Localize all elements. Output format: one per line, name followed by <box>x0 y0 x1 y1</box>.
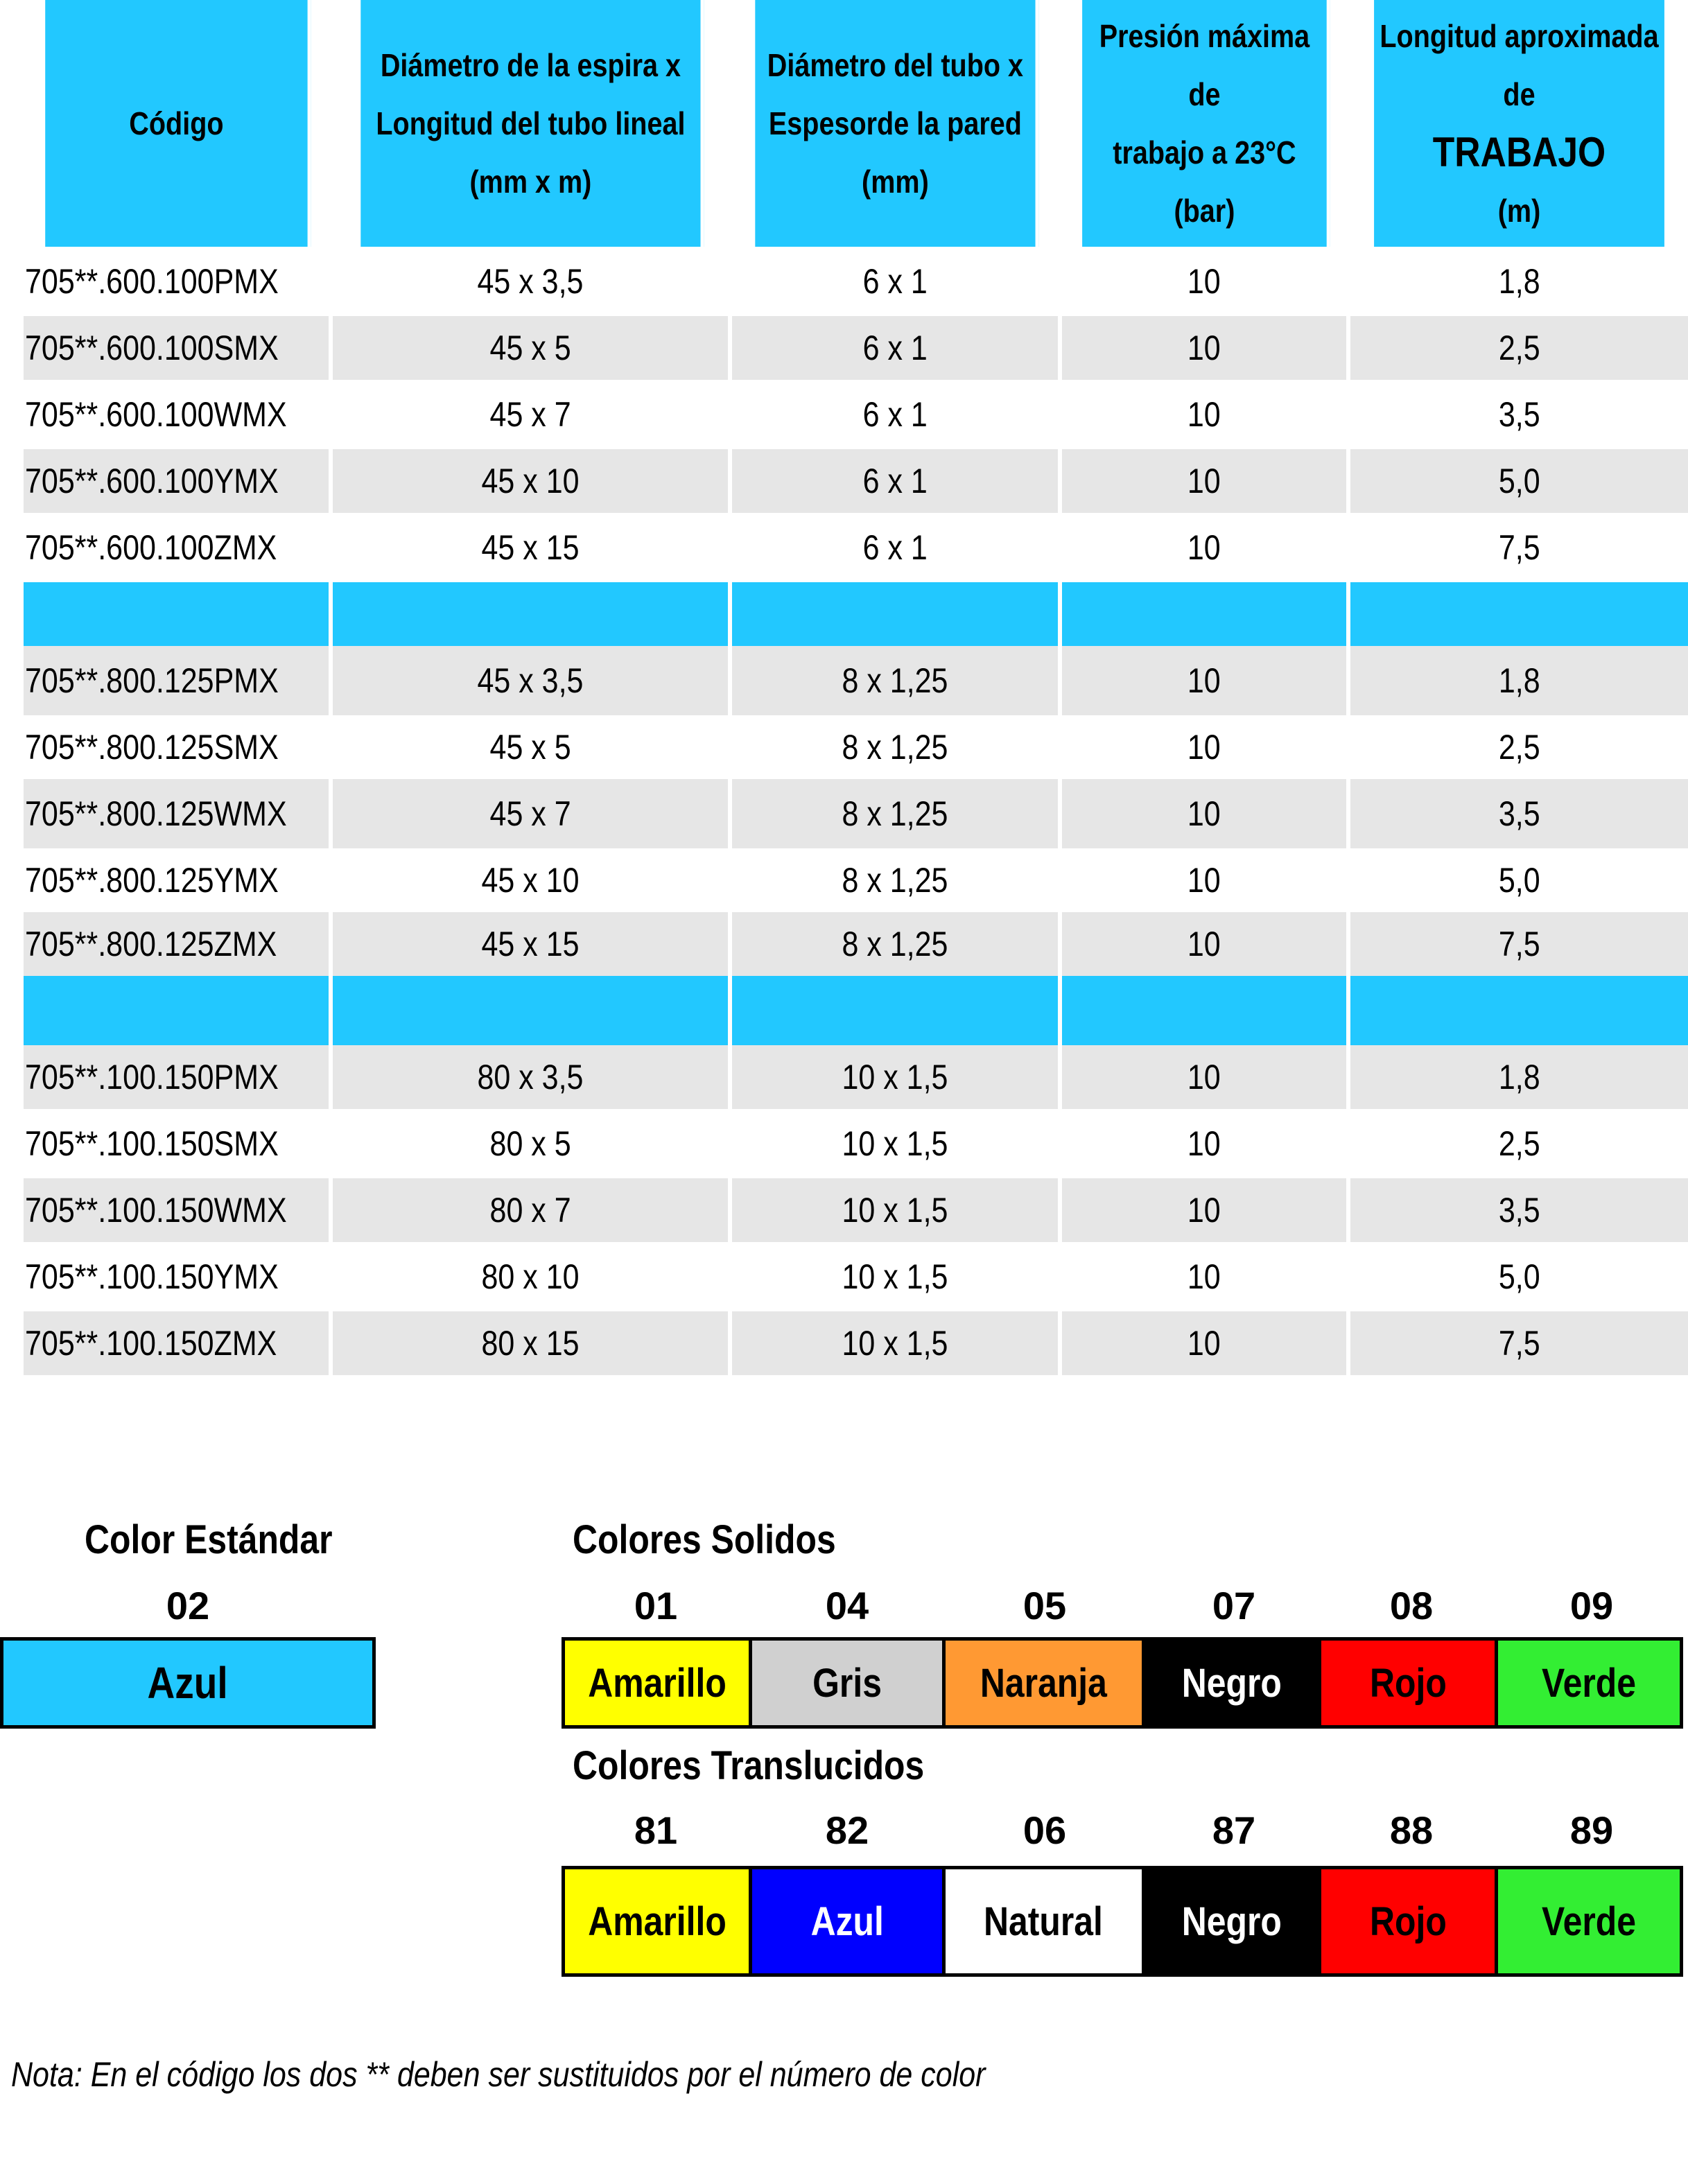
table-body <box>24 247 1688 1375</box>
table-row <box>24 380 1688 449</box>
cell-longitud <box>1350 1109 1688 1178</box>
translucent-color-swatch <box>565 1869 752 1973</box>
header-diametro-espira <box>360 0 704 247</box>
table-row <box>24 715 1688 779</box>
cell-text: 8 x 1,25 <box>842 861 948 900</box>
solid-color-label: Negro <box>1181 1660 1282 1706</box>
spec-table <box>24 0 1688 1375</box>
cell-text: 5,0 <box>1498 462 1540 500</box>
cell-text: 8 x 1,25 <box>842 925 948 963</box>
translucent-color-code: 87 <box>1212 1808 1256 1852</box>
translucent-color-swatch <box>1498 1869 1680 1973</box>
cell-text: 45 x 3,5 <box>477 262 584 301</box>
cell-diametro-tubo <box>732 779 1062 848</box>
header-presion <box>1082 0 1330 247</box>
cell-longitud <box>1350 449 1688 513</box>
table-header <box>24 0 1688 247</box>
cell-text: 8 x 1,25 <box>842 728 948 767</box>
header-line: Longitud aproximada <box>1380 18 1659 54</box>
cell-text: 705**.100.150SMX <box>25 1124 279 1163</box>
table-row <box>24 247 1688 316</box>
translucent-color-code: 82 <box>825 1808 869 1852</box>
cell-longitud <box>1350 1045 1688 1109</box>
table-row <box>24 1242 1688 1311</box>
group-separator-row <box>24 976 1688 1045</box>
solid-color-swatch <box>1145 1641 1321 1725</box>
table-row <box>24 449 1688 513</box>
group-separator-row <box>24 582 1688 646</box>
cell-diametro-tubo <box>732 513 1062 582</box>
solid-color-code: 04 <box>825 1584 869 1627</box>
cell-text: 10 x 1,5 <box>842 1257 948 1296</box>
cell-text: 8 x 1,25 <box>842 661 948 700</box>
cell-text: 705**.100.150ZMX <box>25 1324 277 1363</box>
table-row <box>24 1109 1688 1178</box>
solid-color-label: Verde <box>1541 1660 1636 1706</box>
cell-text: 10 <box>1187 1324 1221 1363</box>
cell-text: 8 x 1,25 <box>842 794 948 833</box>
solid-color-swatch <box>1321 1641 1497 1725</box>
cell-text: 6 x 1 <box>862 395 928 434</box>
cell-text: 10 <box>1187 528 1221 567</box>
header-line: de <box>1503 76 1535 112</box>
cell-presion <box>1062 1045 1350 1109</box>
header-line: Diámetro de la espira x <box>380 47 681 83</box>
cell-text: 45 x 10 <box>481 861 580 900</box>
cell-diametro-espira <box>333 779 732 848</box>
table-row <box>24 1178 1688 1242</box>
solid-color-label: Gris <box>812 1660 882 1706</box>
cell-text: 45 x 5 <box>489 329 571 367</box>
cell-text: 6 x 1 <box>862 329 928 367</box>
cell-text: 10 <box>1187 661 1221 700</box>
table-row <box>24 1045 1688 1109</box>
cell-diametro-tubo <box>732 1178 1062 1242</box>
cell-text: 10 <box>1187 1124 1221 1163</box>
table-row <box>24 1311 1688 1375</box>
cell-diametro-espira <box>333 912 732 976</box>
cell-codigo <box>24 1242 333 1311</box>
translucent-color-code: 06 <box>1023 1808 1067 1852</box>
cell-text: 705**.800.125ZMX <box>25 925 277 963</box>
cell-codigo <box>24 316 333 380</box>
cell-text: 10 <box>1187 861 1221 900</box>
separator-cell <box>24 976 333 1045</box>
cell-text: 10 <box>1187 329 1221 367</box>
cell-presion <box>1062 715 1350 779</box>
separator-cell <box>1350 976 1688 1045</box>
cell-text: 705**.800.125WMX <box>25 794 287 833</box>
cell-diametro-espira <box>333 1242 732 1311</box>
cell-text: 6 x 1 <box>862 262 928 301</box>
header-line: Código <box>129 105 224 141</box>
translucent-color-swatch <box>946 1869 1145 1973</box>
cell-diametro-espira <box>333 1109 732 1178</box>
cell-presion <box>1062 1311 1350 1375</box>
cell-longitud <box>1350 1178 1688 1242</box>
cell-longitud <box>1350 848 1688 912</box>
cell-text: 10 <box>1187 794 1221 833</box>
separator-cell <box>732 976 1062 1045</box>
cell-presion <box>1062 247 1350 316</box>
cell-presion <box>1062 316 1350 380</box>
cell-diametro-espira <box>333 646 732 715</box>
translucent-color-swatch <box>752 1869 945 1973</box>
cell-text: 705**.100.150PMX <box>25 1058 279 1097</box>
header-line: TRABAJO <box>1432 129 1606 175</box>
translucent-color-code: 88 <box>1389 1808 1434 1852</box>
separator-cell <box>24 582 333 646</box>
cell-presion <box>1062 848 1350 912</box>
cell-text: 10 <box>1187 262 1221 301</box>
cell-text: 45 x 10 <box>481 462 580 500</box>
cell-text: 10 <box>1187 1257 1221 1296</box>
cell-longitud <box>1350 912 1688 976</box>
table-row <box>24 513 1688 582</box>
cell-diametro-tubo <box>732 848 1062 912</box>
cell-presion <box>1062 912 1350 976</box>
separator-cell <box>333 976 732 1045</box>
cell-longitud <box>1350 316 1688 380</box>
cell-codigo <box>24 715 333 779</box>
cell-text: 705**.800.125SMX <box>25 728 279 767</box>
cell-text: 3,5 <box>1498 395 1540 434</box>
solid-color-label: Rojo <box>1369 1660 1447 1706</box>
cell-longitud <box>1350 715 1688 779</box>
cell-diametro-tubo <box>732 646 1062 715</box>
footnote: Nota: En el código los dos ** deben ser sustituidos por el número de color <box>11 2055 986 2094</box>
cell-diametro-tubo <box>732 247 1062 316</box>
cell-codigo <box>24 779 333 848</box>
cell-text: 705**.600.100SMX <box>25 329 279 367</box>
cell-longitud <box>1350 1311 1688 1375</box>
cell-text: 705**.600.100ZMX <box>25 528 277 567</box>
solid-color-swatch <box>565 1641 752 1725</box>
header-line: (mm x m) <box>469 164 592 200</box>
cell-text: 45 x 7 <box>489 794 571 833</box>
cell-text: 705**.100.150WMX <box>25 1191 287 1230</box>
cell-presion <box>1062 449 1350 513</box>
cell-diametro-tubo <box>732 715 1062 779</box>
cell-text: 2,5 <box>1498 1124 1540 1163</box>
header-longitud <box>1374 0 1664 247</box>
cell-longitud <box>1350 513 1688 582</box>
cell-codigo <box>24 513 333 582</box>
cell-presion <box>1062 1109 1350 1178</box>
cell-codigo <box>24 848 333 912</box>
cell-diametro-espira <box>333 513 732 582</box>
solid-color-label: Amarillo <box>587 1660 726 1706</box>
cell-diametro-tubo <box>732 1311 1062 1375</box>
cell-text: 45 x 15 <box>481 528 580 567</box>
cell-text: 10 <box>1187 728 1221 767</box>
solid-colors-title: Colores Solidos <box>573 1517 836 1562</box>
cell-text: 5,0 <box>1498 861 1540 900</box>
cell-text: 45 x 5 <box>489 728 571 767</box>
cell-text: 80 x 7 <box>489 1191 571 1230</box>
header-line: Longitud del tubo lineal <box>376 105 686 141</box>
table-row <box>24 316 1688 380</box>
header-line: Presión máxima de <box>1099 18 1310 112</box>
standard-color-label: Azul <box>147 1658 229 1708</box>
cell-text: 80 x 10 <box>481 1257 580 1296</box>
cell-diametro-espira <box>333 715 732 779</box>
cell-presion <box>1062 1178 1350 1242</box>
cell-diametro-tubo <box>732 449 1062 513</box>
solid-color-swatch <box>1498 1641 1680 1725</box>
standard-color-code: 02 <box>166 1584 210 1627</box>
separator-cell <box>1062 582 1350 646</box>
cell-codigo <box>24 1045 333 1109</box>
translucent-color-code: 81 <box>634 1808 678 1852</box>
header-line: (mm) <box>862 164 929 200</box>
cell-text: 1,8 <box>1498 262 1540 301</box>
cell-diametro-espira <box>333 1311 732 1375</box>
translucent-color-label: Negro <box>1181 1898 1282 1944</box>
cell-diametro-espira <box>333 380 732 449</box>
cell-text: 45 x 7 <box>489 395 571 434</box>
cell-diametro-tubo <box>732 1109 1062 1178</box>
cell-longitud <box>1350 779 1688 848</box>
cell-codigo <box>24 912 333 976</box>
cell-diametro-tubo <box>732 912 1062 976</box>
cell-codigo <box>24 380 333 449</box>
cell-text: 1,8 <box>1498 1058 1540 1097</box>
cell-codigo <box>24 1109 333 1178</box>
header-line: Diámetro del tubo x <box>767 47 1024 83</box>
translucent-colors-title: Colores Translucidos <box>573 1743 925 1788</box>
solid-color-label: Naranja <box>980 1660 1107 1706</box>
cell-text: 10 <box>1187 462 1221 500</box>
cell-presion <box>1062 646 1350 715</box>
cell-text: 1,8 <box>1498 661 1540 700</box>
cell-text: 2,5 <box>1498 329 1540 367</box>
cell-longitud <box>1350 646 1688 715</box>
table-row <box>24 646 1688 715</box>
cell-text: 45 x 3,5 <box>477 661 584 700</box>
cell-codigo <box>24 1311 333 1375</box>
cell-text: 10 <box>1187 1058 1221 1097</box>
cell-presion <box>1062 513 1350 582</box>
solid-color-code: 08 <box>1389 1584 1434 1627</box>
translucent-color-label: Amarillo <box>587 1898 726 1944</box>
cell-text: 705**.800.125PMX <box>25 661 279 700</box>
cell-text: 10 <box>1187 395 1221 434</box>
separator-cell <box>333 582 732 646</box>
table-row <box>24 912 1688 976</box>
cell-text: 10 x 1,5 <box>842 1058 948 1097</box>
cell-text: 3,5 <box>1498 1191 1540 1230</box>
solid-color-code: 09 <box>1569 1584 1614 1627</box>
translucent-color-label: Rojo <box>1369 1898 1447 1944</box>
cell-text: 7,5 <box>1498 1324 1540 1363</box>
cell-longitud <box>1350 247 1688 316</box>
cell-diametro-tubo <box>732 1045 1062 1109</box>
cell-text: 10 <box>1187 1191 1221 1230</box>
header-line: Espesorde la pared <box>768 105 1022 141</box>
translucent-color-label: Natural <box>984 1898 1104 1944</box>
cell-text: 705**.600.100PMX <box>25 262 279 301</box>
table-row <box>24 779 1688 848</box>
cell-text: 5,0 <box>1498 1257 1540 1296</box>
cell-longitud <box>1350 1242 1688 1311</box>
cell-text: 10 x 1,5 <box>842 1324 948 1363</box>
cell-text: 705**.800.125YMX <box>25 861 279 900</box>
cell-codigo <box>24 247 333 316</box>
cell-diametro-espira <box>333 1045 732 1109</box>
cell-text: 3,5 <box>1498 794 1540 833</box>
cell-diametro-tubo <box>732 1242 1062 1311</box>
cell-text: 705**.600.100YMX <box>25 462 279 500</box>
table-row <box>24 848 1688 912</box>
separator-cell <box>1062 976 1350 1045</box>
standard-color-title: Color Estándar <box>85 1517 333 1562</box>
cell-diametro-tubo <box>732 316 1062 380</box>
header-line: trabajo a 23°C <box>1113 134 1296 171</box>
cell-text: 10 <box>1187 925 1221 963</box>
cell-text: 2,5 <box>1498 728 1540 767</box>
cell-presion <box>1062 1242 1350 1311</box>
cell-text: 6 x 1 <box>862 528 928 567</box>
header-line: (bar) <box>1174 193 1235 229</box>
cell-text: 7,5 <box>1498 925 1540 963</box>
separator-cell <box>1350 582 1688 646</box>
cell-text: 80 x 15 <box>481 1324 580 1363</box>
cell-codigo <box>24 449 333 513</box>
solid-color-swatches <box>562 1637 1683 1729</box>
cell-longitud <box>1350 380 1688 449</box>
cell-text: 45 x 15 <box>481 925 580 963</box>
cell-text: 705**.100.150YMX <box>25 1257 279 1296</box>
translucent-color-label: Azul <box>810 1898 884 1944</box>
cell-text: 10 x 1,5 <box>842 1191 948 1230</box>
cell-codigo <box>24 1178 333 1242</box>
cell-text: 10 x 1,5 <box>842 1124 948 1163</box>
translucent-color-swatches <box>562 1866 1683 1977</box>
cell-diametro-espira <box>333 449 732 513</box>
cell-codigo <box>24 646 333 715</box>
translucent-color-code: 89 <box>1569 1808 1614 1852</box>
standard-color-swatch <box>0 1637 376 1729</box>
translucent-color-swatch <box>1321 1869 1497 1973</box>
solid-color-swatch <box>946 1641 1145 1725</box>
cell-text: 80 x 5 <box>489 1124 571 1163</box>
header-codigo <box>45 0 311 247</box>
translucent-color-swatch <box>1145 1869 1321 1973</box>
solid-color-code: 07 <box>1212 1584 1256 1627</box>
cell-text: 7,5 <box>1498 528 1540 567</box>
cell-diametro-espira <box>333 1178 732 1242</box>
cell-presion <box>1062 380 1350 449</box>
solid-color-swatch <box>752 1641 945 1725</box>
cell-diametro-espira <box>333 247 732 316</box>
cell-diametro-espira <box>333 316 732 380</box>
cell-text: 80 x 3,5 <box>477 1058 584 1097</box>
translucent-color-label: Verde <box>1541 1898 1636 1944</box>
cell-text: 705**.600.100WMX <box>25 395 287 434</box>
cell-text: 6 x 1 <box>862 462 928 500</box>
solid-color-code: 05 <box>1023 1584 1067 1627</box>
header-diametro-tubo <box>755 0 1038 247</box>
solid-color-code: 01 <box>634 1584 678 1627</box>
header-line: (m) <box>1497 193 1541 229</box>
separator-cell <box>732 582 1062 646</box>
cell-diametro-tubo <box>732 380 1062 449</box>
cell-presion <box>1062 779 1350 848</box>
cell-diametro-espira <box>333 848 732 912</box>
